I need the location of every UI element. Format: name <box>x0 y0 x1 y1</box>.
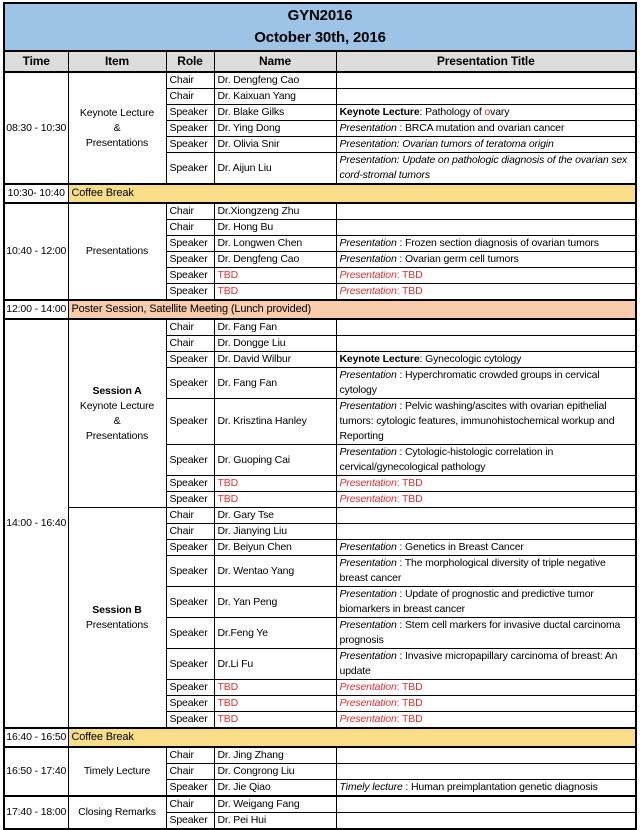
name-cell <box>214 220 336 236</box>
name-cell <box>214 508 336 524</box>
time-cell: 16:40 - 16:50 <box>4 728 68 747</box>
presentation-title-cell <box>336 524 636 540</box>
text-run: Dr. Pei Hui <box>217 814 267 826</box>
name-cell <box>214 540 336 556</box>
break-row <box>4 184 636 203</box>
name-cell <box>214 524 336 540</box>
presentation-title-cell <box>336 368 636 399</box>
session-section <box>4 319 636 728</box>
time-cell: 10:40 - 12:00 <box>4 203 68 300</box>
name-cell <box>214 121 336 137</box>
text-run: vary <box>490 106 510 118</box>
text-run: Presentation <box>339 650 397 662</box>
name-cell <box>214 252 336 268</box>
role-cell: Chair <box>166 796 214 813</box>
session-section <box>4 203 636 300</box>
text-run: Presentation <box>339 369 397 381</box>
role-cell: Speaker <box>166 284 214 301</box>
name-cell <box>214 368 336 399</box>
role-cell: Speaker <box>166 476 214 492</box>
presentation-title-cell <box>336 813 636 830</box>
role-cell: Speaker <box>166 252 214 268</box>
column-header-time: Time <box>4 51 68 72</box>
text-run: : Human preimplantation genetic diagnosis <box>402 781 598 793</box>
text-run: TBD <box>217 697 239 709</box>
presentation-title-cell <box>336 556 636 587</box>
name-cell <box>214 445 336 476</box>
time-cell: 10:30- 10:40 <box>4 184 68 203</box>
text-run: Presentation <box>339 697 397 709</box>
name-cell <box>214 649 336 680</box>
text-run: Presentation <box>339 253 397 265</box>
role-cell: Chair <box>166 203 214 220</box>
role-cell: Speaker <box>166 618 214 649</box>
text-run: : Frozen section diagnosis of ovarian tumors <box>396 237 599 249</box>
text-run: TBD <box>217 477 239 489</box>
session-section <box>4 72 636 184</box>
role-cell: Speaker <box>166 105 214 121</box>
text-run: Presentation <box>339 477 397 489</box>
text-run: Presentation <box>339 285 397 297</box>
presentation-title-cell <box>336 649 636 680</box>
break-section <box>4 300 636 319</box>
item-line: Presentations <box>85 618 149 631</box>
role-cell: Speaker <box>166 540 214 556</box>
item-cell <box>68 319 166 508</box>
text-run: : Pelvic washing/ascites with ovarian epithelial tumors: cytologic features, immunohistochemical workup and Reporting <box>339 400 615 442</box>
text-run: Dr. Jing Zhang <box>217 749 284 761</box>
presentation-title-cell <box>336 203 636 220</box>
text-run: Dr. Gary Tse <box>217 509 274 521</box>
column-header-role: Role <box>166 51 214 72</box>
name-cell <box>214 696 336 712</box>
text-run: Dr. Dongge Liu <box>217 337 286 349</box>
text-run: Presentation: Update on pathologic diagnosis of the ovarian sex cord-stromal tumors <box>339 154 628 181</box>
role-cell: Speaker <box>166 121 214 137</box>
table-row <box>4 796 636 813</box>
time-cell: 12:00 - 14:00 <box>4 300 68 319</box>
table-row <box>4 319 636 336</box>
text-run: : BRCA mutation and ovarian cancer <box>396 122 565 134</box>
presentation-title-cell <box>336 284 636 301</box>
role-cell: Speaker <box>166 556 214 587</box>
presentation-title-cell <box>336 680 636 696</box>
name-cell <box>214 764 336 780</box>
break-section <box>4 728 636 747</box>
item-line: Session A <box>92 384 142 397</box>
role-cell: Speaker <box>166 399 214 445</box>
break-section <box>4 184 636 203</box>
presentation-title-cell <box>336 252 636 268</box>
text-run: : Genetics in Breast Cancer <box>396 541 524 553</box>
text-run: : Cytologic-histologic correlation in cervical/gynecological pathology <box>339 446 554 473</box>
presentation-title-cell <box>336 492 636 508</box>
role-cell: Speaker <box>166 780 214 797</box>
table-row <box>4 72 636 89</box>
break-row <box>4 728 636 747</box>
item-cell <box>68 72 166 184</box>
presentation-title-cell <box>336 89 636 105</box>
presentation-title-cell <box>336 105 636 121</box>
text-run: Dr. Dengfeng Cao <box>217 253 300 265</box>
presentation-title-cell <box>336 236 636 252</box>
presentation-title-cell <box>336 540 636 556</box>
item-line: Closing Remarks <box>78 806 156 818</box>
role-cell: Chair <box>166 524 214 540</box>
role-cell: Speaker <box>166 680 214 696</box>
item-line: Presentations <box>85 245 149 257</box>
text-run: Presentation <box>339 446 397 458</box>
text-run: : TBD <box>396 477 423 489</box>
item-line: Timely Lecture <box>83 765 151 777</box>
role-cell: Chair <box>166 72 214 89</box>
item-line: & <box>113 414 121 427</box>
name-cell <box>214 556 336 587</box>
name-cell <box>214 319 336 336</box>
text-run: : Update of prognostic and predictive tumor biomarkers in breast cancer <box>339 588 594 615</box>
text-run: : TBD <box>396 681 423 693</box>
name-cell <box>214 203 336 220</box>
name-cell <box>214 268 336 284</box>
session-section <box>4 747 636 796</box>
text-run: : Ovarian germ cell tumors <box>396 253 519 265</box>
presentation-title-cell <box>336 319 636 336</box>
name-cell <box>214 680 336 696</box>
role-cell: Chair <box>166 747 214 764</box>
text-run: Dr. Ying Dong <box>217 122 281 134</box>
presentation-title-cell <box>336 764 636 780</box>
break-label-cell: Poster Session, Satellite Meeting (Lunch provided) <box>68 300 636 319</box>
time-cell: 16:50 - 17:40 <box>4 747 68 796</box>
presentation-title-cell <box>336 712 636 729</box>
name-cell <box>214 796 336 813</box>
text-run: : TBD <box>396 713 423 725</box>
text-run: Presentation <box>339 681 397 693</box>
text-run: Presentation <box>339 269 397 281</box>
presentation-title-cell <box>336 508 636 524</box>
presentation-title-cell <box>336 476 636 492</box>
title-row <box>4 3 636 51</box>
presentation-title-cell <box>336 399 636 445</box>
presentation-title-cell <box>336 796 636 813</box>
text-run: Dr. Jie Qiao <box>217 781 271 793</box>
name-cell <box>214 587 336 618</box>
text-run: TBD <box>217 713 239 725</box>
name-cell <box>214 137 336 153</box>
role-cell: Chair <box>166 319 214 336</box>
name-cell <box>214 780 336 797</box>
text-run: Dr. David Wilbur <box>217 353 291 365</box>
presentation-title-cell <box>336 137 636 153</box>
role-cell: Speaker <box>166 368 214 399</box>
role-cell: Speaker <box>166 696 214 712</box>
presentation-title-cell <box>336 352 636 368</box>
name-cell <box>214 492 336 508</box>
text-run: Dr. Jianying Liu <box>217 525 287 537</box>
table-row <box>4 203 636 220</box>
role-cell: Chair <box>166 508 214 524</box>
time-cell: 17:40 - 18:00 <box>4 796 68 829</box>
column-header-row <box>4 51 636 72</box>
presentation-title-cell <box>336 121 636 137</box>
text-run: TBD <box>217 285 239 297</box>
name-cell <box>214 72 336 89</box>
role-cell: Chair <box>166 89 214 105</box>
role-cell: Chair <box>166 336 214 352</box>
presentation-title-cell <box>336 618 636 649</box>
text-run: : Invasive micropapillary carcinoma of breast: An update <box>339 650 618 677</box>
text-run: Dr. Blake Gilks <box>217 106 285 118</box>
conference-title <box>4 3 636 51</box>
text-run: Dr. Hong Bu <box>217 221 274 233</box>
presentation-title-cell <box>336 587 636 618</box>
name-cell <box>214 747 336 764</box>
text-run: Dr. Wentao Yang <box>217 564 295 577</box>
item-cell <box>68 796 166 829</box>
text-run: Presentation <box>339 237 397 249</box>
item-line: Keynote Lecture <box>79 399 155 412</box>
text-run: : The morphological diversity of triple negative breast cancer <box>339 557 606 584</box>
text-run: Dr.Xiongzeng Zhu <box>217 205 300 217</box>
column-header-name: Name <box>214 51 336 72</box>
schedule-table <box>3 2 637 830</box>
text-run: Dr.Li Fu <box>217 657 254 670</box>
role-cell: Speaker <box>166 268 214 284</box>
presentation-title-cell <box>336 696 636 712</box>
name-cell <box>214 153 336 185</box>
text-run: : TBD <box>396 697 423 709</box>
role-cell: Speaker <box>166 813 214 830</box>
role-cell: Speaker <box>166 649 214 680</box>
role-cell: Speaker <box>166 492 214 508</box>
text-run: TBD <box>217 681 239 693</box>
item-line: Presentations <box>85 429 149 442</box>
presentation-title-cell <box>336 336 636 352</box>
name-cell <box>214 284 336 301</box>
presentation-title-cell <box>336 747 636 764</box>
text-run: Presentation <box>339 122 397 134</box>
conference-date: October 30th, 2016 <box>254 29 386 46</box>
text-run: : Hyperchromatic crowded groups in cervical cytology <box>339 369 600 396</box>
text-run: : TBD <box>396 269 423 281</box>
text-run: : Pathology of <box>419 106 485 118</box>
text-run: : Stem cell markers for invasive ductal carcinoma prognosis <box>339 619 621 646</box>
name-cell <box>214 336 336 352</box>
text-run: Timely lecture <box>339 781 403 793</box>
item-line: Presentations <box>85 136 149 149</box>
table-row <box>4 508 636 524</box>
item-cell <box>68 747 166 796</box>
text-run: Dr. Longwen Chen <box>217 237 303 249</box>
text-run: Dr. Krisztina Hanley <box>217 415 307 427</box>
column-header-item: Item <box>68 51 166 72</box>
text-run: Dr. Fang Fan <box>217 321 277 333</box>
text-run: Presentation <box>339 619 397 631</box>
item-line: Keynote Lecture <box>79 106 155 119</box>
text-run: Dr. Olivia Snir <box>217 138 280 150</box>
role-cell: Speaker <box>166 153 214 185</box>
role-cell: Speaker <box>166 712 214 729</box>
item-line: Session B <box>92 603 142 616</box>
presentation-title-cell <box>336 153 636 185</box>
name-cell <box>214 236 336 252</box>
text-run: TBD <box>217 269 239 281</box>
text-run: Dr. Beiyun Chen <box>217 541 292 553</box>
text-run: : TBD <box>396 285 423 297</box>
text-run: Dr. Guoping Cai <box>217 453 290 466</box>
name-cell <box>214 813 336 830</box>
role-cell: Speaker <box>166 352 214 368</box>
text-run: Keynote Lecture <box>339 353 420 365</box>
presentation-title-cell <box>336 445 636 476</box>
text-run: o <box>484 106 491 118</box>
time-cell: 08:30 - 10:30 <box>4 72 68 184</box>
text-run: : Gynecologic cytology <box>419 353 522 365</box>
text-run: Presentation <box>339 713 397 725</box>
break-label-cell: Coffee Break <box>68 728 636 747</box>
name-cell <box>214 89 336 105</box>
break-row <box>4 300 636 319</box>
text-run: Dr. Weigang Fang <box>217 798 300 810</box>
name-cell <box>214 476 336 492</box>
name-cell <box>214 399 336 445</box>
role-cell: Chair <box>166 764 214 780</box>
text-run: TBD <box>217 493 239 505</box>
presentation-title-cell <box>336 268 636 284</box>
text-run: Presentation <box>339 493 397 505</box>
item-line: & <box>113 121 121 134</box>
text-run: Presentation <box>339 557 397 569</box>
name-cell <box>214 618 336 649</box>
role-cell: Speaker <box>166 445 214 476</box>
presentation-title-cell <box>336 780 636 797</box>
text-run: Dr. Kaixuan Yang <box>217 90 296 102</box>
name-cell <box>214 105 336 121</box>
break-label-cell: Coffee Break <box>68 184 636 203</box>
column-header-presentation-title: Presentation Title <box>336 51 636 72</box>
text-run: Keynote Lecture <box>339 106 420 118</box>
role-cell: Speaker <box>166 236 214 252</box>
text-run: Presentation <box>339 400 397 412</box>
presentation-title-cell <box>336 72 636 89</box>
text-run: Dr.Feng Ye <box>217 626 268 639</box>
role-cell: Speaker <box>166 587 214 618</box>
text-run: Dr. Dengfeng Cao <box>217 74 300 86</box>
text-run: Dr. Yan Peng <box>217 595 278 608</box>
role-cell: Chair <box>166 220 214 236</box>
table-row <box>4 747 636 764</box>
name-cell <box>214 352 336 368</box>
text-run: Presentation <box>339 588 397 600</box>
time-cell: 14:00 - 16:40 <box>4 319 68 728</box>
text-run: Presentation: Ovarian tumors of teratoma origin <box>339 138 554 150</box>
text-run: : TBD <box>396 493 423 505</box>
presentation-title-cell <box>336 220 636 236</box>
session-section <box>4 796 636 829</box>
text-run: Presentation <box>339 541 397 553</box>
item-cell <box>68 203 166 300</box>
text-run: Dr. Aijun Liu <box>217 161 272 174</box>
name-cell <box>214 712 336 729</box>
role-cell: Speaker <box>166 137 214 153</box>
item-cell <box>68 508 166 729</box>
text-run: Dr. Congrong Liu <box>217 765 295 777</box>
conference-name: GYN2016 <box>287 7 353 24</box>
text-run: Dr. Fang Fan <box>217 376 277 389</box>
